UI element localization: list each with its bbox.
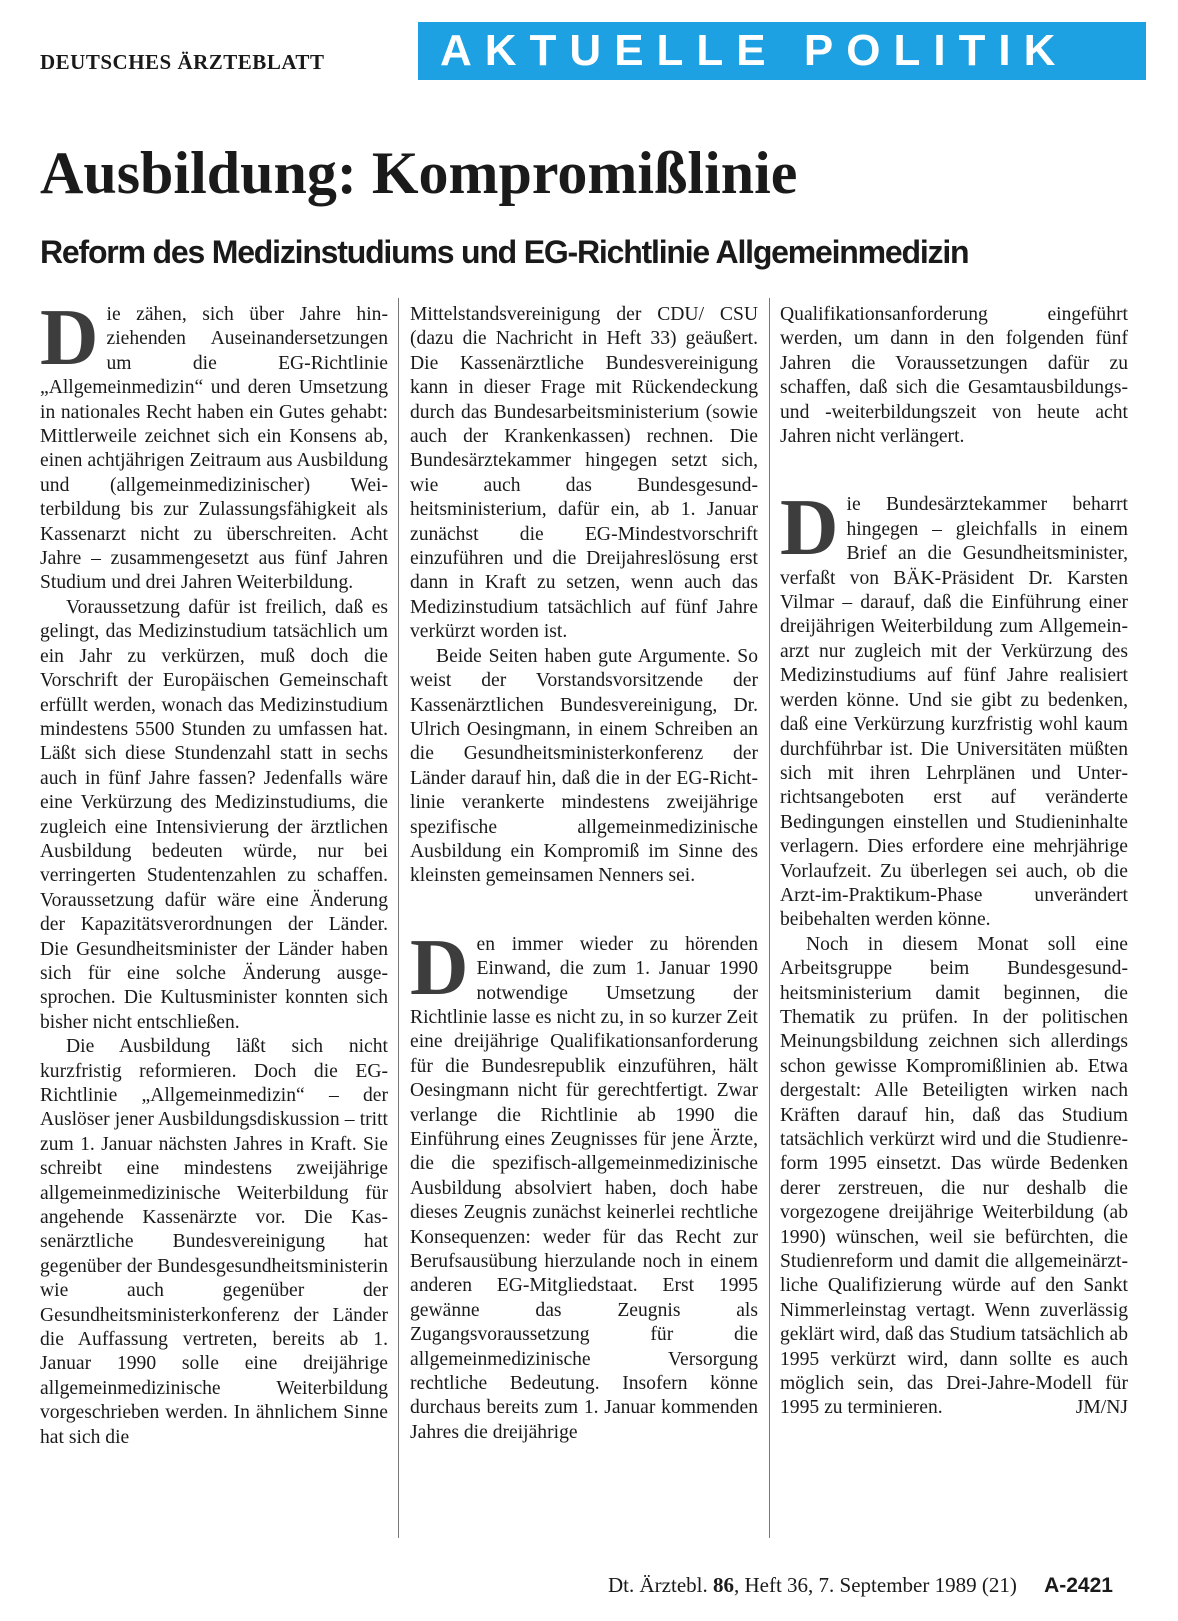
article-column-3 — [780, 303, 1128, 1421]
drop-cap: D — [40, 292, 99, 382]
masthead: DEUTSCHES ÄRZTEBLATT — [40, 50, 325, 74]
drop-cap: D — [410, 921, 469, 1012]
volume-number: 86 — [712, 1573, 734, 1597]
paragraph: Mittelstandsvereinigung der CDU/ CSU (dazu die Nachricht in Heft 33) geäußert. Die Kassenärztliche Bundesvereinigung kann in dieser Frage mit Rückendeckung durch das Bundesarbeitsministerium (sowie auch der Krankenkassen) rechnen. Die Bundesärztekammer hingegen setzt sich, wie auch das Bundesgesundheitsministerium, dafür ein, ab 1. Januar zunächst die EG-Mindestvorschrift einzuführen und die Dreijahreslösung erst dann in Kraft zu setzen, wenn auch das Medizinstudium tatsächlich auf fünf Jahre verkürzt worden ist. — [410, 304, 758, 643]
author-signature: JM/NJ — [1075, 1397, 1128, 1419]
paragraph — [40, 292, 388, 596]
paragraph-text: Noch in diesem Monat soll eine Arbeitsgruppe beim Bundesgesundheitsministerium damit beginnen, die Thematik zu prüfen. In der politischen Meinungsbildung zeichnen sich allerdings schon gewisse Kompromißlinien ab. Etwa dergestalt: Alle Beteiligten wirken nach Kräften darauf hin, daß das Studium tatsächlich verkürzt wird und die Studienreform 1995 einsetzt. Das würde Bedenken derer zerstreuen, die nur deshalb die vorgezogene dreijährige Weiterbildung (ab 1990) wünschen, weil sie befürchten, die Studienreform und damit die allgemeinärztliche Qualifizierung würde auf den Sankt Nimmerleinstag vertagt. Wenn zuverlässig geklärt wird, daß das Studium tatsächlich ab 1995 verkürzt wird, dann sollte es auch möglich sein, das Drei-Jahre-Modell für 1995 zu terminieren. — [780, 933, 1128, 1419]
journal-abbrev: Dt. Ärztebl. — [608, 1573, 708, 1597]
paragraph: Beide Seiten haben gute Argumente. So weist der Vorstandsvorsitzende der Kassenärztlichen Bundesvereinigung, Dr. Ulrich Oesingmann, in einem Schreiben an die Gesundheitsministerkonferenz der Länder darauf hin, daß die in der EG-Richtlinie verankerte mindestens zweijährige spezifische allgemeinmedizinische Ausbildung ein Kompromiß im Sinne des kleinsten gemeinsamen Nenners sei. — [410, 645, 758, 887]
paragraph: Die Ausbildung läßt sich nicht kurzfristig reformieren. Doch die EG-Richtlinie „Allgemeinmedizin“ – der Auslöser jener Ausbildungsdiskussion – tritt zum 1. Januar nächsten Jahres in Kraft. Sie schreibt eine mindestens zweijährige allgemeinmedizinische Weiterbildung für angehende Kassenärzte vor. Die Kassenärztliche Bundesvereinigung hat gegenüber der Bundesgesundheitsministerin wie auch gegenüber der Gesundheitsministerkonferenz der Länder die Auffassung vertreten, bereits ab 1. Januar 1990 solle eine dreijährige allgemeinmedizinische Weiterbildung vorgeschrieben werden. In ähnlichem Sinne hat sich die — [40, 1036, 388, 1448]
paragraph-text: ie zähen, sich über Jahre hinziehenden Auseinandersetzungen um die EG-Richtlinie „Allgemeinmedizin“ und deren Umsetzung in nationales Recht haben ein Gutes gehabt: Mittlerweile zeichnet sich ein Konsens ab, einen achtjährigen Zeitraum aus Ausbildung und (allgemeinmedizinischer) Weiterbildung bis zur Zulassungsfähigkeit als Kassenarzt nicht zu überschreiten. Acht Jahre – zusammengesetzt aus fünf Jahren Studium und drei Jahren Weiterbildung. — [40, 304, 388, 594]
drop-cap: D — [780, 482, 839, 573]
paragraph — [780, 482, 1128, 932]
page-footer — [608, 1573, 1113, 1598]
column-divider — [769, 298, 770, 1538]
headline: Ausbildung: Kompromißlinie — [40, 140, 798, 206]
article-column-1 — [40, 292, 388, 1450]
section-banner: AKTUELLE POLITIK — [418, 22, 1146, 80]
issue-date: , Heft 36, 7. September 1989 (21) — [733, 1573, 1017, 1597]
column-divider — [398, 298, 399, 1538]
paragraph — [780, 933, 1128, 1421]
paragraph: Voraussetzung dafür ist freilich, daß es gelingt, das Medizinstudium tatsächlich um ein Jahr zu verkürzen, muß doch die Vorschrift der Europäischen Gemeinschaft erfüllt werden, wonach das Medizinstudium mindestens 5500 Stunden zu umfassen hat. Läßt sich diese Stundenzahl statt in sechs auch in fünf Jahre fassen? Jedenfalls wäre eine Verkürzung des Medizinstudiums, die zugleich eine Intensivierung der ärztlichen Ausbildung bedeuten würde, nur bei verringerten Studentenzahlen zu schaffen. Voraussetzung dafür wäre eine Änderung der Kapazitätsverordnungen der Länder. Die Gesundheitsminister der Länder haben sich für eine solche Änderung ausgesprochen. Die Kultusminister konnten sich bisher nicht entschließen. — [40, 596, 388, 1033]
page-number: A-2421 — [1044, 1574, 1113, 1597]
article-column-2 — [410, 303, 758, 1445]
paragraph: Qualifikationsanforderung eingeführt werden, um dann in den folgenden fünf Jahren die Voraussetzungen dafür zu schaffen, daß sich die Gesamtausbildungs- und -weiterbildungszeit von heute acht Jahren nicht verlängert. — [780, 304, 1128, 448]
paragraph-text: en immer wieder zu hörenden Einwand, die zum 1. Januar 1990 notwendige Umsetzung der Richtlinie lasse es nicht zu, in so kurzer Zeit eine dreijährige Qualifikationsanforderung für die Bundesrepublik einzuführen, hält Oesingmann nicht für gerechtfertigt. Zwar verlange die Richtlinie ab 1990 die Einführung eines Zeugnisses für jene Ärzte, die die spezifisch-allgemeinmedizinische Ausbildung absolviert haben, doch habe dieses Zeugnis zunächst keinerlei rechtliche Konsequenzen: weder für das Recht zur Berufsausübung hierzulande noch in einem anderen EG-Mitgliedstaat. Erst 1995 gewänne das Zeugnis als Zugangsvoraussetzung für die allgemeinmedizinische Versorgung rechtliche Bedeutung. Insofern könne durchaus bereits zum 1. Januar kommenden Jahres die dreijährige — [410, 933, 758, 1443]
paragraph-text: ie Bundesärztekammer beharrt hingegen – gleichfalls in einem Brief an die Gesundheitsminister, verfaßt von BÄK-Präsident Dr. Karsten Vilmar – darauf, daß die Einführung einer dreijährigen Weiterbildung zum Allgemeinarzt nur zugleich mit der Verkürzung des Medizinstudiums auf fünf Jahre realisiert werden könne. Und sie gibt zu bedenken, daß eine Verkürzung kurzfristig wohl kaum durchführbar ist. Die Universitäten müßten sich mit ihren Lehrplänen und Unterrichtsangeboten erst auf veränderte Bedingungen einstellen und Studieninhalte verlagern. Dies erfordere eine mehrjährige Vorlaufzeit. Zu überlegen sei auch, ob die Arzt-im-Praktikum-Phase unverändert beibehalten werden könne. — [780, 494, 1128, 931]
subheadline: Reform des Medizinstudiums und EG-Richtlinie Allgemeinmedizin — [40, 234, 969, 270]
paragraph — [410, 921, 758, 1446]
